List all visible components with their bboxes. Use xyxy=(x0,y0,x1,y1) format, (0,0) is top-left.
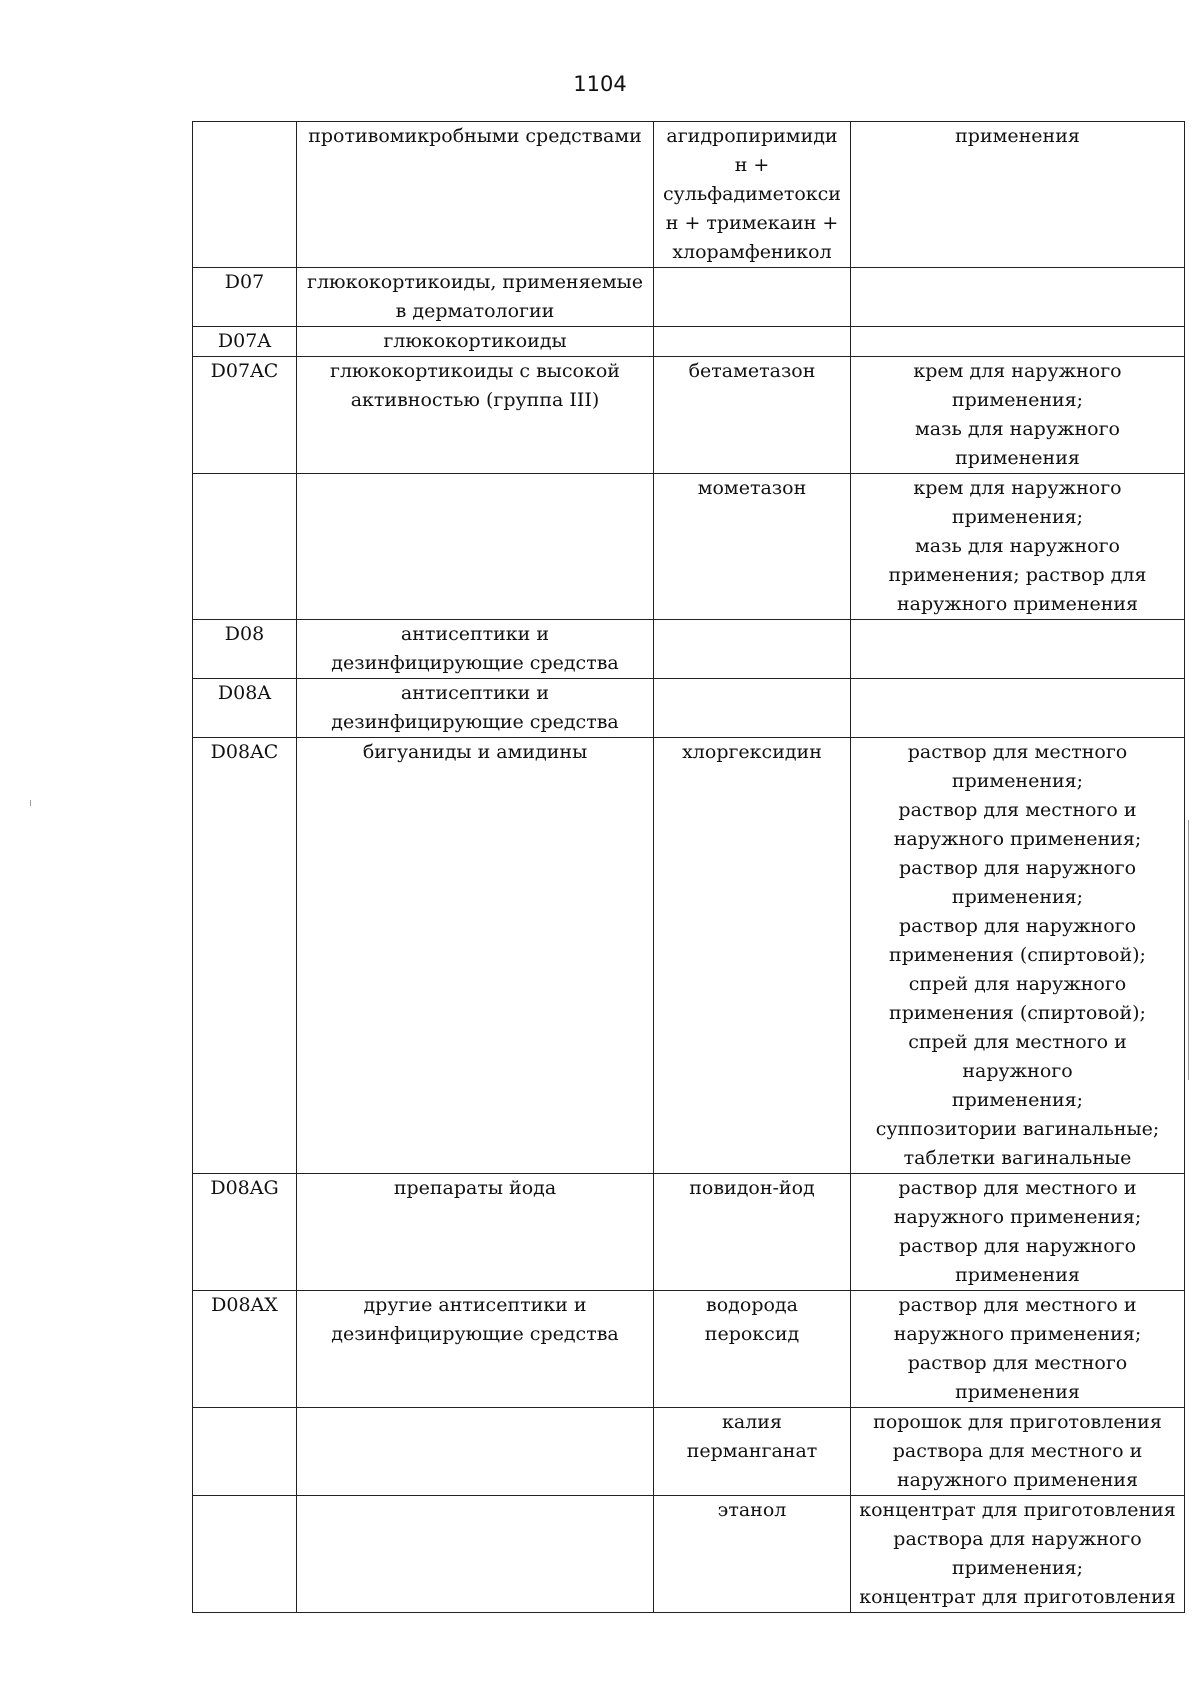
cell-line: мометазон xyxy=(697,477,807,499)
cell-line: перманганат xyxy=(686,1440,818,1462)
drug-table xyxy=(192,121,1185,1613)
cell-line: антисептики и xyxy=(400,682,550,704)
group-name-cell xyxy=(297,679,654,738)
cell-line: мазь для наружного xyxy=(915,418,1120,440)
cell-line: бигуаниды и амидины xyxy=(362,741,588,763)
atc-code-cell: D08AG xyxy=(193,1174,297,1291)
table-row xyxy=(193,679,1185,738)
cell-line: агидропиримиди xyxy=(666,125,838,147)
cell-line: н + тримекаин + xyxy=(665,212,839,234)
group-name-cell xyxy=(297,1291,654,1408)
cell-line: крем для наружного xyxy=(913,477,1122,499)
cell-line: спрей для наружного xyxy=(908,973,1127,995)
atc-code-cell xyxy=(193,1496,297,1613)
cell-line: хлоргексидин xyxy=(682,741,822,763)
table-row xyxy=(193,268,1185,327)
cell-line: дезинфицирующие средства xyxy=(331,711,619,733)
cell-line: водорода xyxy=(706,1294,798,1316)
cell-line: раствор для наружного xyxy=(898,1235,1137,1257)
table-row xyxy=(193,122,1185,268)
atc-code-cell xyxy=(193,1408,297,1496)
atc-code-cell xyxy=(193,474,297,620)
cell-line: применения (спиртовой); xyxy=(889,944,1146,966)
drug-name-cell xyxy=(654,1408,851,1496)
drug-name-cell xyxy=(654,357,851,474)
cell-line: этанол xyxy=(717,1499,787,1521)
cell-line: препараты йода xyxy=(393,1177,557,1199)
cell-line: в дерматологии xyxy=(395,300,555,322)
table-row xyxy=(193,357,1185,474)
drug-name-cell xyxy=(654,474,851,620)
cell-line: применения; xyxy=(951,506,1084,528)
cell-line: концентрат для приготовления xyxy=(859,1499,1176,1521)
drug-name-cell xyxy=(654,122,851,268)
cell-line: калия xyxy=(722,1411,782,1433)
cell-line: наружного применения; xyxy=(893,1323,1142,1345)
cell-line: раствор для наружного xyxy=(898,915,1137,937)
cell-line: антисептики и xyxy=(400,623,550,645)
cell-line: применения xyxy=(955,125,1080,147)
cell-line: мазь для наружного xyxy=(915,535,1120,557)
cell-line: применения xyxy=(955,447,1080,469)
cell-line: наружного применения xyxy=(896,1469,1139,1491)
atc-code-cell: D07AC xyxy=(193,357,297,474)
dosage-form-cell xyxy=(851,679,1185,738)
cell-line: крем для наружного xyxy=(913,360,1122,382)
cell-line: глюкокортикоиды с высокой xyxy=(330,360,620,382)
cell-line: другие антисептики и xyxy=(363,1294,587,1316)
cell-line: применения; раствор для xyxy=(888,564,1147,586)
cell-line: н + xyxy=(734,154,770,176)
group-name-cell xyxy=(297,327,654,357)
group-name-cell xyxy=(297,1496,654,1613)
dosage-form-cell xyxy=(851,268,1185,327)
dosage-form-cell xyxy=(851,474,1185,620)
table-row xyxy=(193,327,1185,357)
drug-name-cell xyxy=(654,738,851,1174)
table-row xyxy=(193,474,1185,620)
group-name-cell xyxy=(297,122,654,268)
cell-line: повидон-йод xyxy=(689,1177,815,1199)
cell-line: спрей для местного и наружного xyxy=(908,1031,1127,1082)
group-name-cell xyxy=(297,268,654,327)
dosage-form-cell xyxy=(851,122,1185,268)
atc-code-cell: D08AX xyxy=(193,1291,297,1408)
cell-line: глюкокортикоиды xyxy=(383,330,567,352)
dosage-form-cell xyxy=(851,1291,1185,1408)
drug-name-cell xyxy=(654,1291,851,1408)
atc-code-cell: D07A xyxy=(193,327,297,357)
drug-name-cell xyxy=(654,679,851,738)
dosage-form-cell xyxy=(851,1174,1185,1291)
atc-code-cell: D07 xyxy=(193,268,297,327)
cell-line: применения (спиртовой); xyxy=(889,1002,1146,1024)
dosage-form-cell xyxy=(851,738,1185,1174)
atc-code-cell xyxy=(193,122,297,268)
table-row xyxy=(193,738,1185,1174)
group-name-cell xyxy=(297,357,654,474)
table-row xyxy=(193,1408,1185,1496)
drug-name-cell xyxy=(654,268,851,327)
cell-line: раствора для наружного xyxy=(893,1528,1142,1550)
drug-name-cell xyxy=(654,1496,851,1613)
cell-line: дезинфицирующие средства xyxy=(331,1323,619,1345)
page-number: 1104 xyxy=(573,72,627,96)
group-name-cell xyxy=(297,1408,654,1496)
group-name-cell xyxy=(297,474,654,620)
drug-name-cell xyxy=(654,1174,851,1291)
table-row xyxy=(193,1496,1185,1613)
scan-mark-right xyxy=(1188,820,1189,1080)
table-row xyxy=(193,1291,1185,1408)
cell-line: бетаметазон xyxy=(688,360,816,382)
cell-line: раствор для наружного xyxy=(898,857,1137,879)
cell-line: противомикробными средствами xyxy=(308,125,642,147)
cell-line: раствор для местного xyxy=(907,1352,1128,1374)
cell-line: применения; xyxy=(951,389,1084,411)
table-row xyxy=(193,1174,1185,1291)
cell-line: раствор для местного и xyxy=(898,1177,1137,1199)
cell-line: применения; xyxy=(951,886,1084,908)
cell-line: раствор для местного и xyxy=(898,1294,1137,1316)
dosage-form-cell xyxy=(851,1496,1185,1613)
cell-line: раствор для местного xyxy=(907,741,1128,763)
scan-mark-left xyxy=(30,800,31,806)
dosage-form-cell xyxy=(851,357,1185,474)
atc-code-cell: D08A xyxy=(193,679,297,738)
dosage-form-cell xyxy=(851,1408,1185,1496)
atc-code-cell: D08AC xyxy=(193,738,297,1174)
cell-line: хлорамфеникол xyxy=(672,241,832,263)
cell-line: сульфадиметокси xyxy=(663,183,841,205)
dosage-form-cell xyxy=(851,327,1185,357)
cell-line: глюкокортикоиды, применяемые xyxy=(307,271,643,293)
group-name-cell xyxy=(297,738,654,1174)
cell-line: применения; xyxy=(951,1089,1084,1111)
atc-code-cell: D08 xyxy=(193,620,297,679)
cell-line: активностью (группа III) xyxy=(350,389,600,411)
cell-line: применения; xyxy=(951,770,1084,792)
group-name-cell xyxy=(297,620,654,679)
cell-line: раствор для местного и xyxy=(898,799,1137,821)
cell-line: наружного применения; xyxy=(893,1206,1142,1228)
cell-line: таблетки вагинальные xyxy=(903,1147,1132,1169)
table-row xyxy=(193,620,1185,679)
cell-line: концентрат для приготовления xyxy=(859,1586,1176,1608)
table-body xyxy=(193,122,1185,1613)
cell-line: применения; xyxy=(951,1557,1084,1579)
cell-line: наружного применения xyxy=(896,593,1139,615)
cell-line: дезинфицирующие средства xyxy=(331,652,619,674)
cell-line: применения xyxy=(955,1264,1080,1286)
dosage-form-cell xyxy=(851,620,1185,679)
drug-name-cell xyxy=(654,327,851,357)
group-name-cell xyxy=(297,1174,654,1291)
cell-line: наружного применения; xyxy=(893,828,1142,850)
cell-line: порошок для приготовления xyxy=(873,1411,1162,1433)
cell-line: пероксид xyxy=(704,1323,800,1345)
cell-line: суппозитории вагинальные; xyxy=(875,1118,1160,1140)
drug-name-cell xyxy=(654,620,851,679)
cell-line: применения xyxy=(955,1381,1080,1403)
cell-line: раствора для местного и xyxy=(892,1440,1143,1462)
